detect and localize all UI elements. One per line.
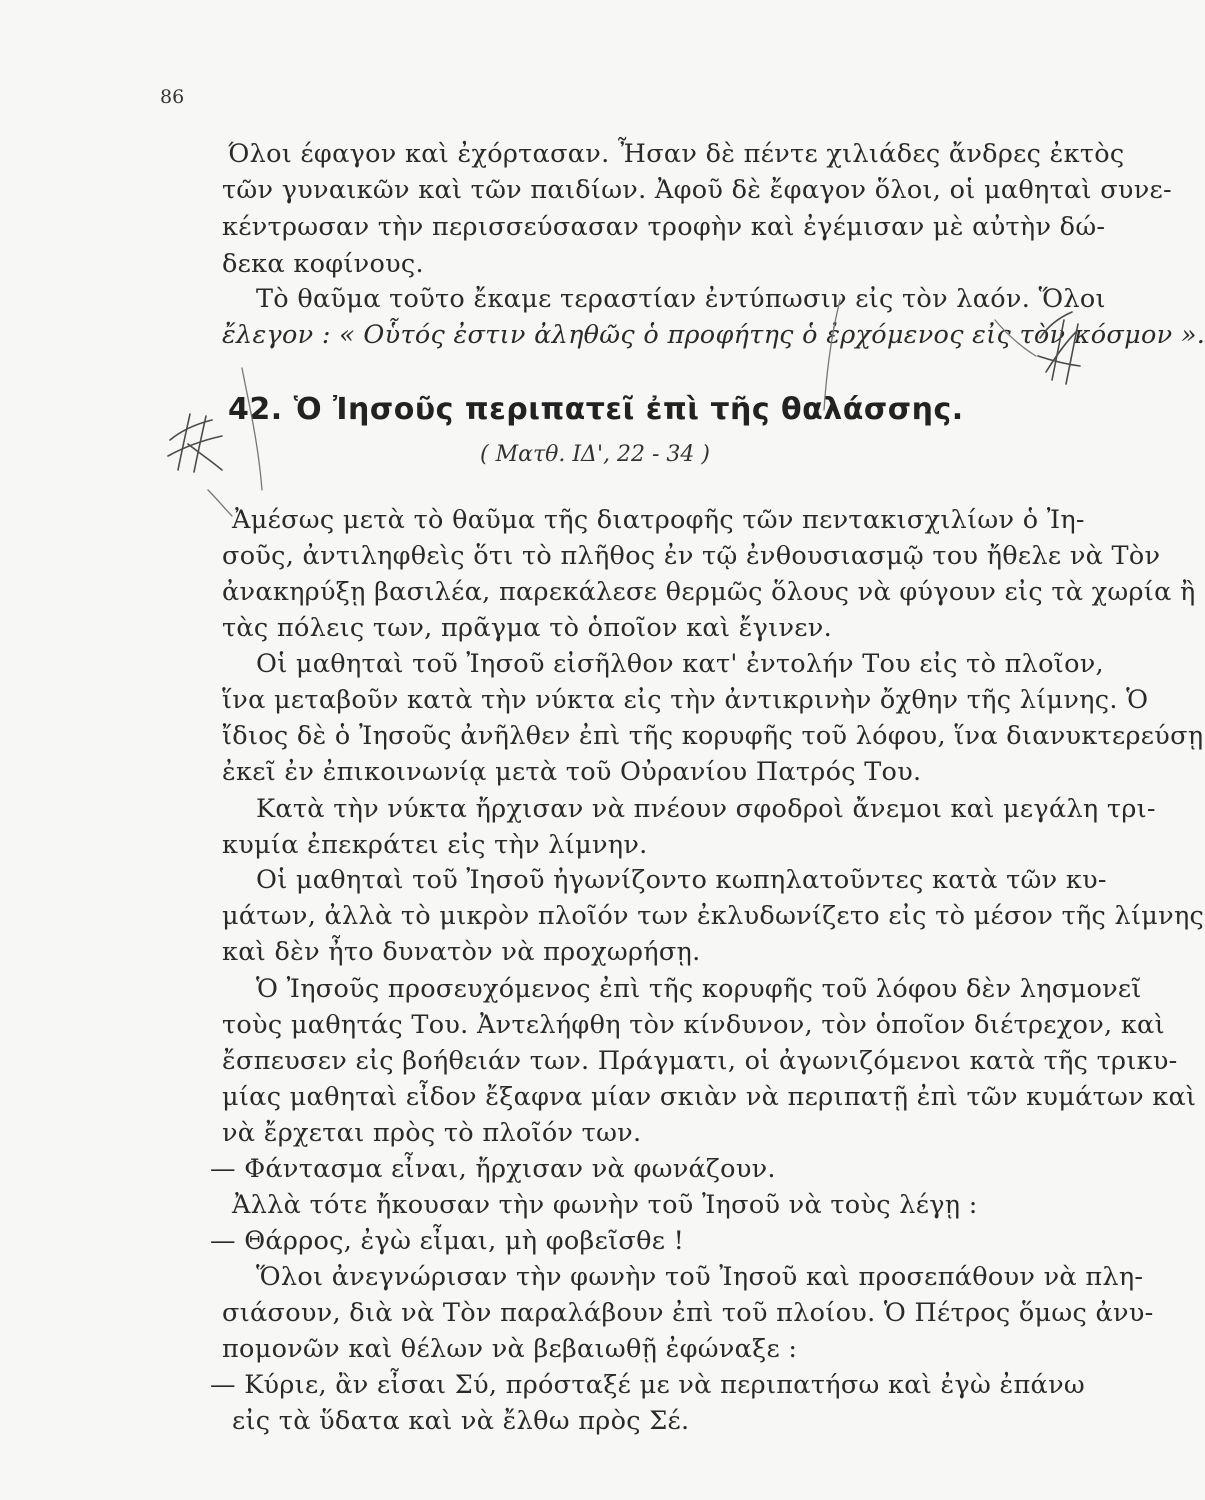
text-line: κέντρωσαν τὴν περισσεύσασαν τροφὴν καὶ ἐγέμισαν μὲ αὐτὴν δώ-: [222, 212, 1106, 242]
text-line: Οἱ μαθηταὶ τοῦ Ἰησοῦ εἰσῆλθον κατ' ἐντολήν Του εἰς τὸ πλοῖον,: [256, 649, 1104, 679]
text-line: τοὺς μαθητάς Του. Ἀντελήφθη τὸν κίνδυνον, τὸν ὁποῖον διέτρεχον, καὶ: [222, 1010, 1165, 1040]
text-line: ἐκεῖ ἐν ἐπικοινωνίᾳ μετὰ τοῦ Οὐρανίου Πατρός Του.: [222, 757, 922, 787]
text-line: μάτων, ἀλλὰ τὸ μικρὸν πλοῖόν των ἐκλυδωνίζετο εἰς τὸ μέσον τῆς λίμνης: [222, 901, 1205, 931]
text-line: ἵνα μεταβοῦν κατὰ τὴν νύκτα εἰς τὴν ἀντικρινὴν ὄχθην τῆς λίμνης. Ὁ: [222, 685, 1149, 715]
scripture-reference: ( Ματθ. ΙΔ', 22 - 34 ): [480, 442, 710, 467]
text-line: νὰ ἔρχεται πρὸς τὸ πλοῖόν των.: [222, 1118, 642, 1148]
text-line: ἔσπευσεν εἰς βοήθειάν των. Πράγματι, οἱ ἀγωνιζόμενοι κατὰ τῆς τρικυ-: [222, 1046, 1178, 1076]
text-line: Ὁ Ἰησοῦς προσευχόμενος ἐπὶ τῆς κορυφῆς τοῦ λόφου δὲν λησμονεῖ: [256, 974, 1142, 1004]
text-line: Κατὰ τὴν νύκτα ἤρχισαν νὰ πνέουν σφοδροὶ ἄνεμοι καὶ μεγάλη τρι-: [256, 794, 1156, 824]
text-line: κυμία ἐπεκράτει εἰς τὴν λίμνην.: [222, 830, 648, 860]
text-line: ἔλεγον : « Οὗτός ἐστιν ἀληθῶς ὁ προφήτης ὁ ἐρχόμενος εἰς τὸν κόσμον ».: [222, 320, 1205, 350]
text-line: Τὸ θαῦμα τοῦτο ἔκαμε τεραστίαν ἐντύπωσιν εἰς τὸν λαόν. Ὅλοι: [256, 284, 1106, 314]
dialogue-line: — Κύριε, ἂν εἶσαι Σύ, πρόσταξέ με νὰ περιπατήσω καὶ ἐγὼ ἐπάνω: [210, 1370, 1085, 1400]
dialogue-line: — Θάρρος, ἐγὼ εἶμαι, μὴ φοβεῖσθε !: [210, 1226, 685, 1256]
text-line: Οἱ μαθηταὶ τοῦ Ἰησοῦ ἠγωνίζοντο κωπηλατοῦντες κατὰ τῶν κυ-: [256, 865, 1107, 895]
pencil-scribble-left-icon: [168, 414, 222, 472]
text-line: πομονῶν καὶ θέλων νὰ βεβαιωθῇ ἐφώναξε :: [222, 1334, 798, 1364]
text-line: σιάσουν, διὰ νὰ Τὸν παραλάβουν ἐπὶ τοῦ πλοίου. Ὁ Πέτρος ὅμως ἀνυ-: [222, 1298, 1154, 1328]
text-line: τῶν γυναικῶν καὶ τῶν παιδίων. Ἀφοῦ δὲ ἔφαγον ὅλοι, οἱ μαθηταὶ συνε-: [222, 175, 1172, 205]
section-heading: 42. Ὁ Ἰησοῦς περιπατεῖ ἐπὶ τῆς θαλάσσης.: [228, 392, 964, 427]
dialogue-line: εἰς τὰ ὕδατα καὶ νὰ ἔλθω πρὸς Σέ.: [232, 1406, 690, 1436]
page-number: 86: [160, 86, 185, 108]
text-line: Ἀμέσως μετὰ τὸ θαῦμα τῆς διατροφῆς τῶν πεντακισχιλίων ὁ Ἰη-: [232, 505, 1085, 535]
text-line: σοῦς, ἀντιληφθεὶς ὅτι τὸ πλῆθος ἐν τῷ ἐνθουσιασμῷ του ἤθελε νὰ Τὸν: [222, 541, 1161, 571]
text-line: Όλοι έφαγον καὶ ἐχόρτασαν. Ἦσαν δὲ πέντε χιλιάδες ἄνδρες ἐκτὸς: [228, 139, 1125, 169]
text-line: δεκα κοφίνους.: [222, 249, 424, 279]
dialogue-line: — Φάντασμα εἶναι, ἤρχισαν νὰ φωνάζουν.: [210, 1154, 776, 1184]
text-line: καὶ δὲν ἦτο δυνατὸν νὰ προχωρήσῃ.: [222, 937, 701, 967]
text-line: Ὅλοι ἀνεγνώρισαν τὴν φωνὴν τοῦ Ἰησοῦ καὶ προσεπάθουν νὰ πλη-: [256, 1262, 1144, 1292]
text-line: μίας μαθηταὶ εἶδον ἔξαφνα μίαν σκιὰν νὰ περιπατῇ ἐπὶ τῶν κυμάτων καὶ: [222, 1082, 1197, 1112]
text-line: ἀνακηρύξῃ βασιλέα, παρεκάλεσε θερμῶς ὅλους νὰ φύγουν εἰς τὰ χωρία ἢ: [222, 577, 1196, 607]
narration-line: Ἀλλὰ τότε ἤκουσαν τὴν φωνὴν τοῦ Ἰησοῦ νὰ τοὺς λέγῃ :: [232, 1190, 978, 1220]
text-line: ἴδιος δὲ ὁ Ἰησοῦς ἀνῆλθεν ἐπὶ τῆς κορυφῆς τοῦ λόφου, ἵνα διανυκτερεύσῃ: [222, 721, 1204, 751]
text-line: τὰς πόλεις των, πρᾶγμα τὸ ὁποῖον καὶ ἔγινεν.: [222, 613, 832, 643]
